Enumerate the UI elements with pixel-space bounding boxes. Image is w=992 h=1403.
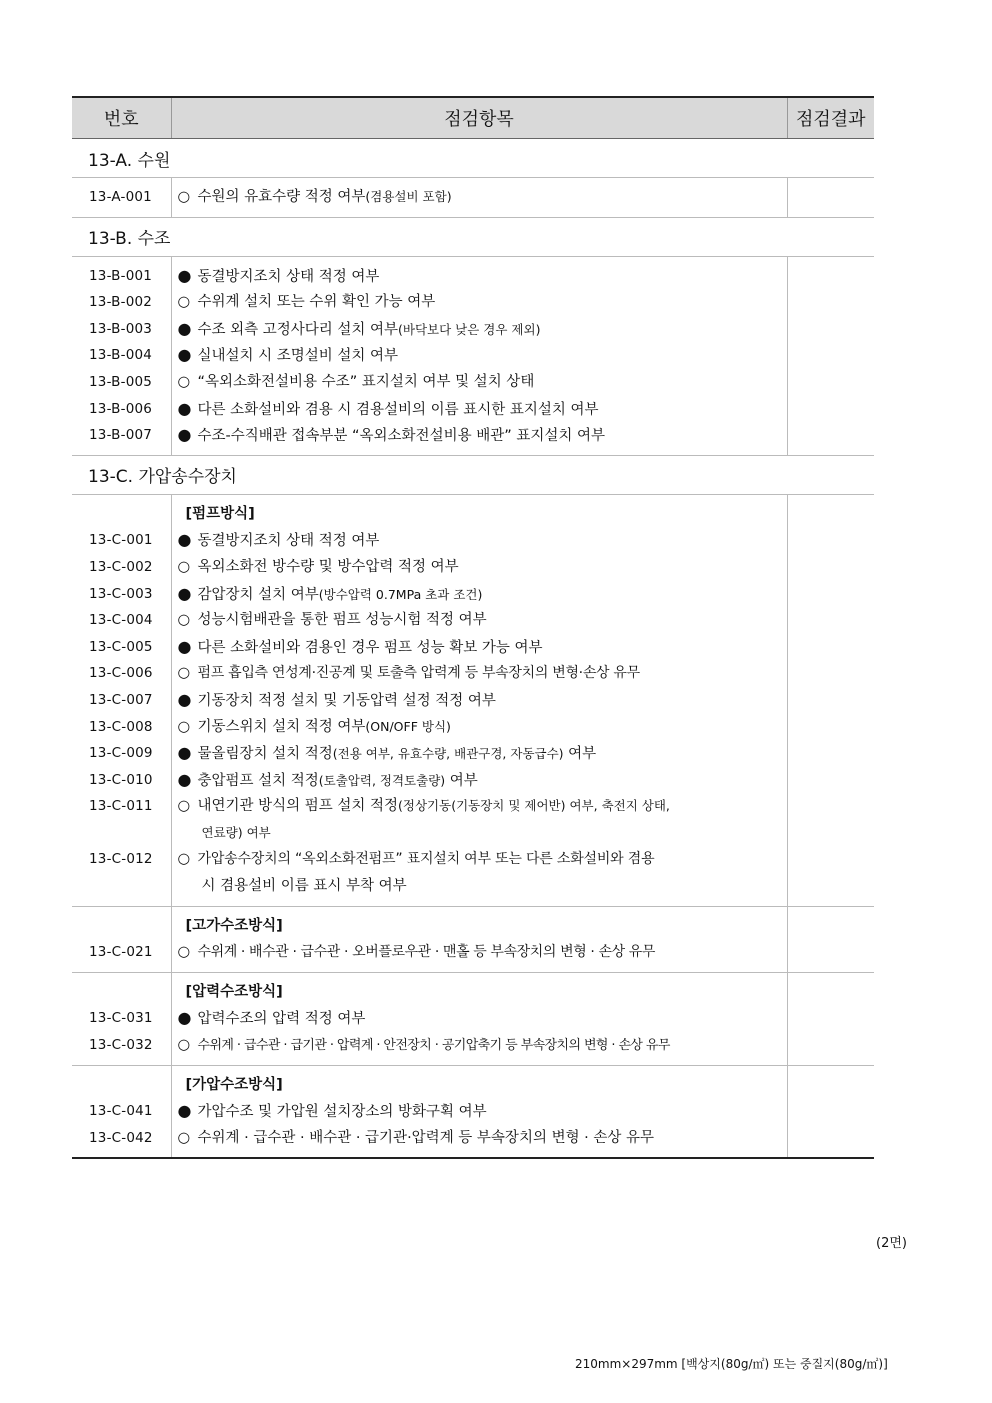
empty-circle-icon: ○ xyxy=(177,558,191,575)
item-code: 13-C-012 xyxy=(89,851,153,868)
item-text: “옥외소화전설비용 수조” 표지설치 여부 및 설치 상태 xyxy=(197,373,535,390)
item-text: 감압장치 설치 여부 xyxy=(197,586,319,603)
list-item xyxy=(178,369,787,396)
item-text: 수위계 설치 또는 수위 확인 가능 여부 xyxy=(197,294,436,311)
item-text: 다른 소화설비와 겸용인 경우 펌프 성능 확보 가능 여부 xyxy=(197,639,543,656)
code-column xyxy=(72,256,171,455)
list-item xyxy=(178,846,787,873)
item-text: 수조 외측 고정사다리 설치 여부 xyxy=(197,321,399,338)
item-code: 13-C-011 xyxy=(89,798,153,815)
code-column xyxy=(72,906,171,972)
section-title-water-tank: 13-B. 수조 xyxy=(72,217,874,256)
code-column xyxy=(72,972,171,1065)
list-item xyxy=(178,422,787,449)
result-cell[interactable] xyxy=(787,256,874,455)
item-note: (ON/OFF 방식) xyxy=(365,718,451,734)
filled-circle-icon: ● xyxy=(177,1101,192,1121)
subsection-label: [펌프방식] xyxy=(185,505,255,522)
filled-circle-icon: ● xyxy=(177,265,192,285)
list-item xyxy=(178,607,787,634)
filled-circle-icon: ● xyxy=(177,1008,192,1028)
list-item xyxy=(178,342,787,369)
item-text: 기동장치 적정 설치 및 기동압력 설정 적정 여부 xyxy=(197,692,496,709)
result-cell[interactable] xyxy=(787,972,874,1065)
code-column xyxy=(72,494,171,906)
item-text: 기동스위치 설치 적정 여부 xyxy=(197,718,366,735)
item-code: 13-B-007 xyxy=(89,427,153,444)
empty-circle-icon: ○ xyxy=(177,373,191,390)
header-inspection-result: 점검결과 xyxy=(787,97,874,139)
item-code: 13-B-004 xyxy=(89,347,153,364)
item-column xyxy=(171,972,787,1065)
filled-circle-icon: ● xyxy=(177,689,192,709)
item-note: (방수압력 0.7MPa 초과 조건) xyxy=(318,586,483,602)
list-item xyxy=(178,634,787,661)
filled-circle-icon: ● xyxy=(177,398,192,418)
section-heading-row xyxy=(72,455,874,494)
result-cell[interactable] xyxy=(787,1065,874,1158)
page-number: (2면) xyxy=(876,1236,907,1251)
list-item-continuation: 연료량) 여부 xyxy=(201,824,271,840)
header-inspection-item: 점검항목 xyxy=(171,97,787,139)
item-code: 13-C-006 xyxy=(89,665,153,682)
item-code: 13-C-004 xyxy=(89,612,153,629)
list-item xyxy=(178,581,787,608)
item-group-pump-method xyxy=(72,494,874,906)
code-column xyxy=(72,178,171,218)
subsection-label: [고가수조방식] xyxy=(185,917,283,934)
item-code: 13-C-005 xyxy=(89,638,153,655)
item-text: 수조-수직배관 접속부분 “옥외소화전설비용 배관” 표지설치 여부 xyxy=(197,428,605,445)
list-item xyxy=(178,740,787,767)
item-code: 13-C-031 xyxy=(89,1010,153,1027)
item-code: 13-C-042 xyxy=(89,1129,153,1146)
list-item xyxy=(178,1032,787,1059)
item-column xyxy=(171,494,787,906)
subsection-label: [가압수조방식] xyxy=(185,1076,283,1093)
item-code: 13-C-041 xyxy=(89,1103,153,1120)
list-item xyxy=(178,263,787,290)
empty-circle-icon: ○ xyxy=(177,718,191,735)
section-title-pressurized-water-supply: 13-C. 가압송수장치 xyxy=(72,455,874,494)
subsection-label: [압력수조방식] xyxy=(185,983,283,1000)
item-text: 동결방지조치 상태 적정 여부 xyxy=(197,268,380,285)
section-heading-row xyxy=(72,139,874,178)
section-heading-row xyxy=(72,217,874,256)
result-cell[interactable] xyxy=(787,906,874,972)
list-item xyxy=(178,554,787,581)
list-item xyxy=(178,184,787,211)
item-code: 13-B-003 xyxy=(89,320,153,337)
item-code: 13-B-002 xyxy=(89,294,153,311)
filled-circle-icon: ● xyxy=(177,743,192,763)
list-item xyxy=(178,396,787,423)
item-text: 옥외소화전 방수량 및 방수압력 적정 여부 xyxy=(197,558,459,575)
item-text-tail: 여부 xyxy=(445,772,478,789)
item-group-pressure-tank xyxy=(72,972,874,1065)
item-column xyxy=(171,906,787,972)
list-item xyxy=(178,687,787,714)
item-note: (바닥보다 낮은 경우 제외) xyxy=(398,321,541,337)
item-code: 13-B-001 xyxy=(89,267,153,284)
item-group-elevated-tank xyxy=(72,906,874,972)
empty-circle-icon: ○ xyxy=(177,189,191,205)
empty-circle-icon: ○ xyxy=(177,944,191,961)
empty-circle-icon: ○ xyxy=(177,1129,191,1146)
item-column xyxy=(171,256,787,455)
filled-circle-icon: ● xyxy=(177,636,192,656)
item-text: 수위계 · 급수관 · 급기관 · 압력계 · 안전장치 · 공기압축기 등 부속장치의 변형 · 손상 유무 xyxy=(197,1038,670,1054)
item-code: 13-A-001 xyxy=(89,189,152,205)
item-text: 성능시험배관을 통한 펌프 성능시험 적정 여부 xyxy=(197,612,487,629)
list-item xyxy=(178,660,787,687)
item-code: 13-C-008 xyxy=(89,718,153,735)
list-item xyxy=(178,527,787,554)
item-column xyxy=(171,178,787,218)
item-code: 13-C-003 xyxy=(89,585,153,602)
item-code: 13-C-002 xyxy=(89,558,153,575)
filled-circle-icon: ● xyxy=(177,530,192,550)
item-code: 13-C-001 xyxy=(89,532,153,549)
header-number: 번호 xyxy=(72,97,171,139)
item-text: 가압송수장치의 “옥외소화전펌프” 표지설치 여부 또는 다른 소화설비와 겸용 xyxy=(197,851,655,868)
item-text: 압력수조의 압력 적정 여부 xyxy=(197,1011,366,1028)
item-text: 수위계 · 배수관 · 급수관 · 오버플로우관 · 맨홀 등 부속장치의 변형 · 손상 유무 xyxy=(197,944,656,961)
inspection-checklist-table xyxy=(72,96,874,1159)
filled-circle-icon: ● xyxy=(177,583,192,603)
list-item-continuation: 시 겸용설비 이름 표시 부착 여부 xyxy=(201,878,407,895)
item-note: (토출압력, 정격토출량) xyxy=(318,772,446,788)
list-item xyxy=(178,316,787,343)
item-text: 동결방지조치 상태 적정 여부 xyxy=(197,533,380,550)
empty-circle-icon: ○ xyxy=(177,1037,191,1054)
item-note: (정상기동(기동장치 및 제어반) 여부, 축전지 상태, xyxy=(398,798,670,814)
item-text: 다른 소화설비와 겸용 시 겸용설비의 이름 표시한 표지설치 여부 xyxy=(197,401,599,418)
item-group-water-tank xyxy=(72,256,874,455)
empty-circle-icon: ○ xyxy=(177,798,191,815)
empty-circle-icon: ○ xyxy=(177,851,191,868)
filled-circle-icon: ● xyxy=(177,345,192,365)
item-text: 실내설치 시 조명설비 설치 여부 xyxy=(197,348,399,365)
item-code: 13-C-032 xyxy=(89,1037,153,1054)
item-group-water-source xyxy=(72,178,874,218)
filled-circle-icon: ● xyxy=(177,425,192,445)
empty-circle-icon: ○ xyxy=(177,665,191,682)
item-note: (겸용설비 포함) xyxy=(365,189,452,204)
item-code: 13-C-021 xyxy=(89,944,153,961)
paper-spec: 210mm×297mm [백상지(80g/㎡) 또는 중질지(80g/㎡)] xyxy=(575,1357,888,1371)
item-text: 내연기관 방식의 펌프 설치 적정 xyxy=(197,798,399,815)
item-text: 수위계 · 급수관 · 배수관 · 급기관·압력계 등 부속장치의 변형 · 손상 유무 xyxy=(197,1129,655,1146)
list-item xyxy=(178,767,787,794)
item-note: (전용 여부, 유효수량, 배관구경, 자동급수) xyxy=(332,746,564,762)
list-item xyxy=(178,1125,787,1152)
list-item xyxy=(178,1005,787,1032)
filled-circle-icon: ● xyxy=(177,769,192,789)
item-text: 물올림장치 설치 적정 xyxy=(197,746,333,763)
item-column xyxy=(171,1065,787,1158)
result-cell[interactable] xyxy=(787,178,874,218)
result-cell[interactable] xyxy=(787,494,874,906)
item-text-tail: 여부 xyxy=(563,746,597,763)
table-header-row xyxy=(72,97,874,139)
item-code: 13-C-009 xyxy=(89,745,153,762)
list-item xyxy=(178,939,787,966)
item-group-pressurized-tank xyxy=(72,1065,874,1158)
section-title-water-source: 13-A. 수원 xyxy=(72,139,874,178)
item-text: 수원의 유효수량 적정 여부 xyxy=(197,189,366,205)
list-item xyxy=(178,1098,787,1125)
item-code: 13-B-006 xyxy=(89,400,153,417)
item-code: 13-C-010 xyxy=(89,771,153,788)
empty-circle-icon: ○ xyxy=(177,294,191,311)
empty-circle-icon: ○ xyxy=(177,612,191,629)
list-item xyxy=(178,714,787,741)
list-item xyxy=(178,793,787,820)
filled-circle-icon: ● xyxy=(177,318,192,338)
list-item xyxy=(178,289,787,316)
item-code: 13-B-005 xyxy=(89,373,153,390)
item-code: 13-C-007 xyxy=(89,691,153,708)
item-text: 충압펌프 설치 적정 xyxy=(197,772,319,789)
item-text: 펌프 흡입측 연성계·진공계 및 토출측 압력계 등 부속장치의 변형·손상 유무 xyxy=(197,665,640,682)
code-column xyxy=(72,1065,171,1158)
item-text: 가압수조 및 가압원 설치장소의 방화구획 여부 xyxy=(197,1104,487,1121)
